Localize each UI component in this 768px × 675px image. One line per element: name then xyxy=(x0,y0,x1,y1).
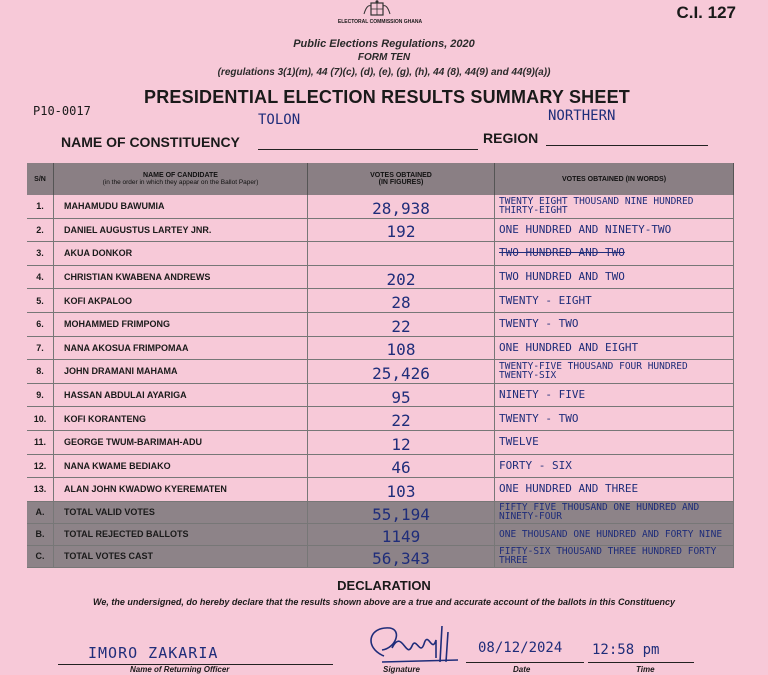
header-sn: S/N xyxy=(27,163,54,195)
row-sn: 7. xyxy=(27,337,54,360)
votes-figures-cell xyxy=(308,360,495,383)
candidate-name: NANA AKOSUA FRIMPOMAA xyxy=(54,337,308,360)
votes-words-cell xyxy=(495,455,734,478)
votes-words-cell xyxy=(495,337,734,360)
votes-figures-cell xyxy=(308,546,495,567)
regulations-title: Public Elections Regulations, 2020 xyxy=(293,38,475,50)
candidate-name: GEORGE TWUM-BARIMAH-ADU xyxy=(54,431,308,454)
row-sn: 4. xyxy=(27,266,54,289)
votes-figures-cell xyxy=(308,384,495,407)
time-label: Time xyxy=(636,665,655,674)
votes-words: NINETY - FIVE xyxy=(499,388,586,402)
votes-words: TWELVE xyxy=(499,435,539,449)
page-title: PRESIDENTIAL ELECTION RESULTS SUMMARY SHEET xyxy=(144,87,630,107)
table-row xyxy=(27,407,734,431)
votes-figures-cell xyxy=(308,313,495,336)
votes-words: TWO HUNDRED AND TWO xyxy=(499,246,625,260)
candidate-name: TOTAL VALID VOTES xyxy=(54,502,308,523)
row-sn: A. xyxy=(27,502,54,523)
candidate-name: ALAN JOHN KWADWO KYEREMATEN xyxy=(54,478,308,501)
declaration-text: We, the undersigned, do hereby declare that the results shown above are a true and accurate account of the ballots in this Constituency xyxy=(93,597,675,607)
total-row xyxy=(27,524,734,546)
votes-words-cell xyxy=(495,524,734,545)
candidate-name: TOTAL VOTES CAST xyxy=(54,546,308,567)
table-row xyxy=(27,384,734,408)
votes-words: TWENTY-FIVE THOUSAND FOUR HUNDRED TWENTY-SIX xyxy=(499,361,688,382)
votes-figures: 108 xyxy=(386,340,416,360)
votes-words: ONE THOUSAND ONE HUNDRED AND FORTY NINE xyxy=(499,528,723,540)
coat-of-arms-icon xyxy=(362,0,392,18)
votes-words-cell xyxy=(495,266,734,289)
votes-words-cell xyxy=(495,478,734,501)
votes-figures: 12 xyxy=(391,434,411,454)
region-value: NORTHERN xyxy=(548,108,616,124)
date-label: Date xyxy=(513,665,531,674)
votes-words-cell xyxy=(495,219,734,242)
votes-figures-cell xyxy=(308,289,495,312)
candidate-name: NANA KWAME BEDIAKO xyxy=(54,455,308,478)
row-sn: 12. xyxy=(27,455,54,478)
votes-figures-cell xyxy=(308,502,495,523)
votes-figures: 28 xyxy=(391,293,411,313)
total-row xyxy=(27,502,734,524)
date-line xyxy=(466,662,584,663)
votes-figures: 103 xyxy=(386,481,416,501)
votes-figures: 1149 xyxy=(381,526,421,546)
votes-words: FIFTY-SIX THOUSAND THREE HUNDRED FORTY THREE xyxy=(499,546,717,567)
total-rows xyxy=(27,502,734,568)
signature-label: Signature xyxy=(383,665,420,674)
votes-words-cell xyxy=(495,242,734,265)
votes-words-cell xyxy=(495,195,734,218)
candidate-name: DANIEL AUGUSTUS LARTEY JNR. xyxy=(54,219,308,242)
constituency-line xyxy=(258,149,478,150)
row-sn: 3. xyxy=(27,242,54,265)
votes-words: ONE HUNDRED AND NINETY-TWO xyxy=(499,222,672,236)
form-number: P10-0017 xyxy=(33,104,91,118)
votes-figures: 95 xyxy=(391,387,411,407)
row-sn: 6. xyxy=(27,313,54,336)
table-row xyxy=(27,219,734,243)
votes-figures-cell xyxy=(308,431,495,454)
votes-words-cell xyxy=(495,431,734,454)
time-line xyxy=(588,662,694,663)
returning-officer-name: IMORO ZAKARIA xyxy=(88,644,219,662)
constituency-value: TOLON xyxy=(258,112,301,128)
region-line xyxy=(546,145,708,146)
votes-words-cell xyxy=(495,289,734,312)
votes-figures: 55,194 xyxy=(372,504,430,524)
votes-figures: 25,426 xyxy=(372,363,430,383)
header-name: NAME OF CANDIDATE (in the order in which they appear on the Ballot Paper) xyxy=(54,163,308,195)
row-sn: B. xyxy=(27,524,54,545)
officer-label: Name of Returning Officer xyxy=(130,665,230,674)
row-sn: 8. xyxy=(27,360,54,383)
row-sn: 2. xyxy=(27,219,54,242)
ci-number: C.I. 127 xyxy=(676,3,736,22)
constituency-label: NAME OF CONSTITUENCY xyxy=(61,134,240,150)
votes-words: FORTY - SIX xyxy=(499,458,572,472)
candidate-rows xyxy=(27,195,734,502)
votes-words: FIFTY FIVE THOUSAND ONE HUNDRED AND NINETY-FOUR xyxy=(499,502,700,523)
votes-words: TWENTY - TWO xyxy=(499,317,579,331)
table-row xyxy=(27,478,734,502)
votes-words: ONE HUNDRED AND THREE xyxy=(499,482,639,496)
votes-figures: 56,343 xyxy=(372,548,430,568)
table-row xyxy=(27,431,734,455)
candidate-name: HASSAN ABDULAI AYARIGA xyxy=(54,384,308,407)
candidate-name: CHRISTIAN KWABENA ANDREWS xyxy=(54,266,308,289)
results-table xyxy=(27,163,734,568)
signature-icon xyxy=(362,618,462,668)
table-row xyxy=(27,337,734,361)
row-sn: 1. xyxy=(27,195,54,218)
table-row xyxy=(27,289,734,313)
emblem-caption: ELECTORAL COMMISSION GHANA xyxy=(337,19,423,25)
total-row xyxy=(27,546,734,568)
declaration-heading: DECLARATION xyxy=(337,578,431,593)
time-value: 12:58 pm xyxy=(592,642,660,658)
votes-words-cell xyxy=(495,502,734,523)
candidate-name: MOHAMMED FRIMPONG xyxy=(54,313,308,336)
votes-words: TWENTY - EIGHT xyxy=(499,293,592,307)
votes-figures: 22 xyxy=(391,316,411,336)
region-label: REGION xyxy=(483,130,539,146)
candidate-name: MAHAMUDU BAWUMIA xyxy=(54,195,308,218)
table-row xyxy=(27,455,734,479)
votes-figures-cell xyxy=(308,455,495,478)
votes-words-cell xyxy=(495,384,734,407)
table-row xyxy=(27,242,734,266)
candidate-name: KOFI KORANTENG xyxy=(54,407,308,430)
votes-figures-cell xyxy=(308,195,495,218)
table-row xyxy=(27,313,734,337)
votes-figures-cell xyxy=(308,266,495,289)
votes-figures: 46 xyxy=(391,458,411,478)
form-label: FORM TEN xyxy=(357,52,411,63)
votes-words: ONE HUNDRED AND EIGHT xyxy=(499,340,639,354)
votes-words: TWENTY EIGHT THOUSAND NINE HUNDRED THIRTY-EIGHT xyxy=(499,196,694,217)
row-sn: C. xyxy=(27,546,54,567)
votes-figures: 202 xyxy=(386,269,416,289)
votes-figures-cell xyxy=(308,337,495,360)
votes-figures: 22 xyxy=(391,411,411,431)
votes-words: TWENTY - TWO xyxy=(499,411,579,425)
header-figures: VOTES OBTAINED (IN FIGURES) xyxy=(308,163,495,195)
votes-figures: 192 xyxy=(386,222,416,242)
row-sn: 10. xyxy=(27,407,54,430)
votes-words-cell xyxy=(495,313,734,336)
table-row xyxy=(27,360,734,384)
votes-figures-cell xyxy=(308,478,495,501)
votes-figures: 28,938 xyxy=(372,198,430,218)
table-row xyxy=(27,195,734,219)
candidate-name: KOFI AKPALOO xyxy=(54,289,308,312)
votes-figures-cell xyxy=(308,524,495,545)
date-value: 08/12/2024 xyxy=(478,640,563,656)
row-sn: 11. xyxy=(27,431,54,454)
votes-words-cell xyxy=(495,407,734,430)
votes-words: TWO HUNDRED AND TWO xyxy=(499,270,625,284)
votes-figures-cell xyxy=(308,219,495,242)
row-sn: 13. xyxy=(27,478,54,501)
votes-words-cell xyxy=(495,546,734,567)
candidate-name: AKUA DONKOR xyxy=(54,242,308,265)
row-sn: 5. xyxy=(27,289,54,312)
regulations-reference: (regulations 3(1)(m), 44 (7)(c), (d), (e), (g), (h), 44 (8), 44(9) and 44(9)(a)) xyxy=(217,67,551,78)
votes-words-cell xyxy=(495,360,734,383)
table-header xyxy=(27,163,734,195)
row-sn: 9. xyxy=(27,384,54,407)
table-row xyxy=(27,266,734,290)
votes-figures-cell xyxy=(308,242,495,265)
header-words: VOTES OBTAINED (IN WORDS) xyxy=(495,163,734,195)
votes-figures-cell xyxy=(308,407,495,430)
candidate-name: JOHN DRAMANI MAHAMA xyxy=(54,360,308,383)
candidate-name: TOTAL REJECTED BALLOTS xyxy=(54,524,308,545)
